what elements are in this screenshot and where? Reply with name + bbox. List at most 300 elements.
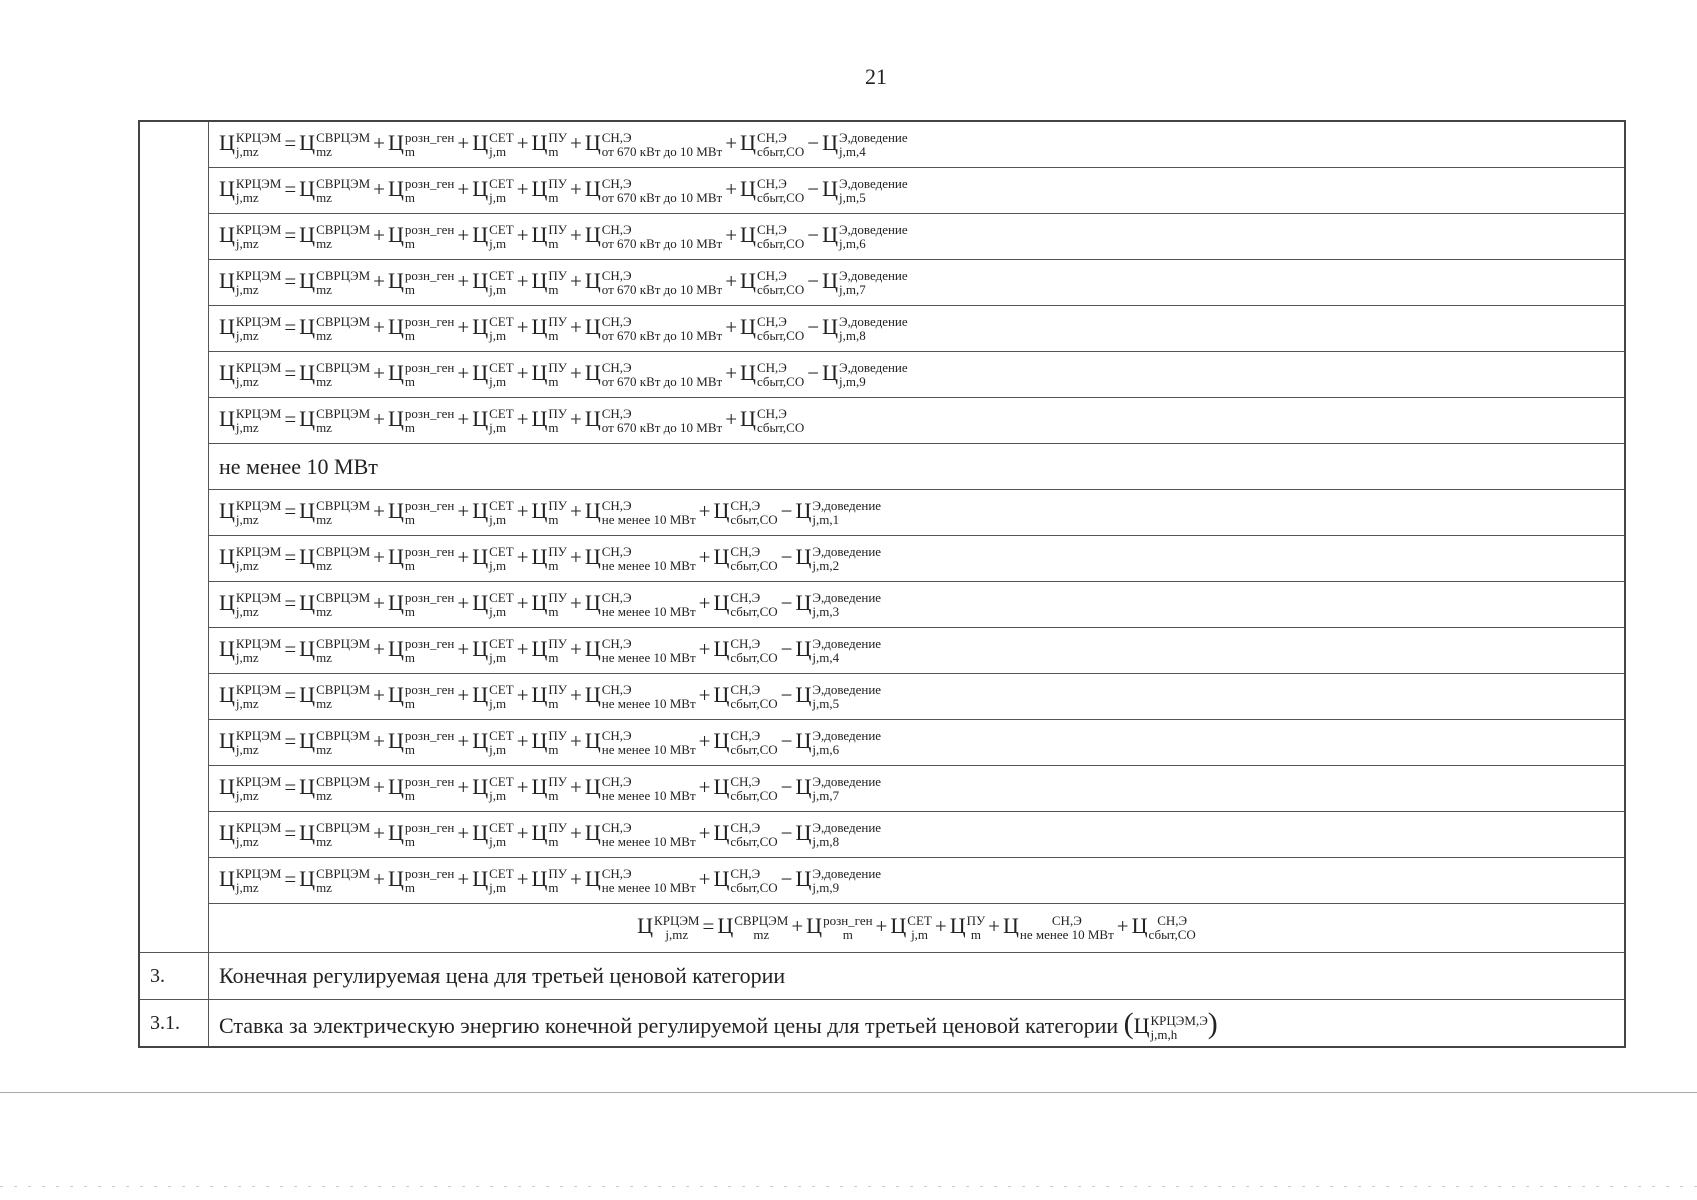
- price-krcem-term: Ц КРЦЭМ j,mz: [219, 865, 282, 895]
- operator: +: [373, 590, 386, 615]
- operator: +: [373, 728, 386, 753]
- operator: =: [284, 636, 297, 661]
- operator: +: [570, 268, 582, 293]
- operator: −: [807, 176, 820, 201]
- price-sbyt-term: Ц СН,Э сбыт,СО: [740, 405, 805, 435]
- price-sn-term: Ц СН,Э от 670 кВт до 10 МВт: [584, 129, 723, 159]
- operator: +: [457, 314, 470, 339]
- operator: −: [807, 268, 820, 293]
- price-sbyt-term: Ц СН,Э сбыт,СО: [713, 727, 778, 757]
- operator: +: [457, 728, 470, 753]
- operator: +: [457, 820, 470, 845]
- formula: [219, 773, 882, 803]
- price-sbyt-term: Ц СН,Э сбыт,СО: [713, 543, 778, 573]
- operator: +: [570, 728, 582, 753]
- formula-row: [139, 812, 1625, 858]
- page-number: 21: [865, 64, 887, 89]
- price-svrcem-term: Ц СВРЦЭМ mz: [299, 635, 371, 665]
- price-set-term: Ц СЕТ j,m: [472, 175, 514, 205]
- operator: =: [284, 682, 297, 707]
- formula-row: [139, 674, 1625, 720]
- formula-row: [139, 306, 1625, 352]
- operator: −: [780, 774, 793, 799]
- operator: =: [284, 590, 297, 615]
- operator: =: [284, 130, 297, 155]
- operator: +: [457, 774, 470, 799]
- operator: +: [570, 498, 582, 523]
- price-set-term: Ц СЕТ j,m: [472, 773, 514, 803]
- price-set-term: Ц СЕТ j,m: [472, 681, 514, 711]
- price-rozn-gen-term: Ц розн_ген m: [388, 727, 455, 757]
- formula-cell: [209, 674, 1626, 720]
- formula-cell: [209, 628, 1626, 674]
- price-pu-term: Ц ПУ m: [531, 359, 568, 389]
- operator: −: [807, 222, 820, 247]
- operator: +: [698, 636, 711, 661]
- price-krcem-term: Ц КРЦЭМ j,mz: [219, 497, 282, 527]
- operator: +: [516, 222, 529, 247]
- price-sn-term: Ц СН,Э не менее 10 МВт: [1003, 913, 1114, 942]
- price-svrcem-term: Ц СВРЦЭМ mz: [299, 221, 371, 251]
- price-svrcem-term: Ц СВРЦЭМ mz: [717, 913, 789, 942]
- price-pu-term: Ц ПУ m: [531, 221, 568, 251]
- price-set-term: Ц СЕТ j,m: [472, 129, 514, 159]
- operator: +: [516, 406, 529, 431]
- formula-cell: [209, 812, 1626, 858]
- operator: +: [373, 314, 386, 339]
- price-svrcem-term: Ц СВРЦЭМ mz: [299, 267, 371, 297]
- formula-cell: [209, 121, 1626, 168]
- price-sn-term: Ц СН,Э не менее 10 МВт: [584, 543, 696, 573]
- operator: −: [780, 866, 793, 891]
- item-text: Ставка за электрическую энергию конечной регулируемой цены для третьей ценовой категории (Ц КРЦЭМ,Э j,m,h ): [219, 1007, 1218, 1042]
- price-sbyt-term: Ц СН,Э сбыт,СО: [740, 267, 805, 297]
- operator: +: [457, 544, 470, 569]
- formula-row: [139, 352, 1625, 398]
- price-rozn-gen-term: Ц розн_ген m: [388, 405, 455, 435]
- table-body: [139, 121, 1625, 1047]
- formula-cell: [209, 904, 1626, 953]
- price-rozn-gen-term: Ц розн_ген m: [388, 267, 455, 297]
- formula: [219, 405, 805, 435]
- formula-row: [139, 214, 1625, 260]
- operator: +: [516, 820, 529, 845]
- operator: +: [516, 544, 529, 569]
- price-dovedenie-term: Ц Э,доведение j,m,4: [822, 129, 908, 159]
- price-sn-term: Ц СН,Э не менее 10 МВт: [584, 497, 696, 527]
- price-pu-term: Ц ПУ m: [531, 267, 568, 297]
- price-rozn-gen-term: Ц розн_ген m: [388, 635, 455, 665]
- operator: −: [807, 130, 820, 155]
- operator: +: [373, 130, 386, 155]
- operator: −: [807, 360, 820, 385]
- operator: =: [284, 728, 297, 753]
- operator: +: [516, 314, 529, 339]
- price-pu-term: Ц ПУ m: [531, 819, 568, 849]
- operator: +: [725, 406, 738, 431]
- operator: +: [698, 728, 711, 753]
- operator: +: [698, 682, 711, 707]
- formula-row: [139, 168, 1625, 214]
- price-rozn-gen-term: Ц розн_ген m: [388, 175, 455, 205]
- operator: −: [780, 728, 793, 753]
- formula-cell: [209, 582, 1626, 628]
- price-rozn-gen-term: Ц розн_ген m: [388, 819, 455, 849]
- price-pu-term: Ц ПУ m: [531, 497, 568, 527]
- price-sn-term: Ц СН,Э от 670 кВт до 10 МВт: [584, 267, 723, 297]
- formula-row: [139, 904, 1625, 953]
- formula: [219, 359, 908, 389]
- operator: +: [457, 130, 470, 155]
- price-krcem-term: Ц КРЦЭМ j,mz: [219, 819, 282, 849]
- operator: +: [698, 590, 711, 615]
- formula: [219, 175, 908, 205]
- price-set-term: Ц СЕТ j,m: [472, 267, 514, 297]
- operator: +: [373, 774, 386, 799]
- operator: =: [284, 268, 297, 293]
- operator: +: [373, 682, 386, 707]
- price-sbyt-term: Ц СН,Э сбыт,СО: [713, 589, 778, 619]
- formula-cell: [209, 766, 1626, 812]
- price-dovedenie-term: Ц Э,доведение j,m,2: [795, 543, 882, 573]
- formula: [219, 221, 908, 251]
- formula-cell: [209, 214, 1626, 260]
- operator: +: [373, 820, 386, 845]
- operator: +: [457, 866, 470, 891]
- operator: +: [457, 222, 470, 247]
- formula: [219, 497, 882, 527]
- price-rozn-gen-term: Ц розн_ген m: [388, 865, 455, 895]
- operator: +: [698, 820, 711, 845]
- price-sbyt-term: Ц СН,Э сбыт,СО: [740, 313, 805, 343]
- tariff-formula-table: [138, 120, 1626, 1048]
- operator: +: [457, 176, 470, 201]
- formula-cell: [209, 858, 1626, 904]
- operator: +: [516, 360, 529, 385]
- operator: +: [725, 222, 738, 247]
- formula-row: [139, 628, 1625, 674]
- operator: +: [698, 866, 711, 891]
- price-rozn-gen-term: Ц розн_ген m: [388, 129, 455, 159]
- price-sn-term: Ц СН,Э не менее 10 МВт: [584, 865, 696, 895]
- operator: =: [284, 222, 297, 247]
- operator: +: [457, 682, 470, 707]
- price-svrcem-term: Ц СВРЦЭМ mz: [299, 405, 371, 435]
- operator: +: [457, 498, 470, 523]
- price-svrcem-term: Ц СВРЦЭМ mz: [299, 773, 371, 803]
- price-sn-term: Ц СН,Э от 670 кВт до 10 МВт: [584, 175, 723, 205]
- price-sn-term: Ц СН,Э от 670 кВт до 10 МВт: [584, 313, 723, 343]
- operator: +: [698, 498, 711, 523]
- price-svrcem-term: Ц СВРЦЭМ mz: [299, 589, 371, 619]
- operator: +: [516, 774, 529, 799]
- formula: [219, 865, 882, 895]
- section-label: не менее 10 МВт: [209, 444, 1626, 490]
- operator: +: [457, 636, 470, 661]
- formula: [219, 267, 908, 297]
- scan-noise-dots: [0, 1186, 1697, 1187]
- formula-row: [139, 858, 1625, 904]
- operator: +: [570, 866, 582, 891]
- price-krcem-term: Ц КРЦЭМ j,mz: [219, 773, 282, 803]
- price-set-term: Ц СЕТ j,m: [472, 865, 514, 895]
- price-sbyt-term: Ц СН,Э сбыт,СО: [740, 221, 805, 251]
- operator: =: [284, 314, 297, 339]
- price-dovedenie-term: Ц Э,доведение j,m,7: [822, 267, 908, 297]
- price-set-term: Ц СЕТ j,m: [472, 359, 514, 389]
- formula-cell: [209, 720, 1626, 766]
- price-set-term: Ц СЕТ j,m: [472, 221, 514, 251]
- operator: +: [516, 498, 529, 523]
- operator: +: [516, 590, 529, 615]
- operator: +: [570, 682, 582, 707]
- formula-cell: [209, 260, 1626, 306]
- price-rozn-gen-term: Ц розн_ген m: [388, 773, 455, 803]
- operator: +: [725, 268, 738, 293]
- operator: =: [284, 360, 297, 385]
- price-sbyt-term: Ц СН,Э сбыт,СО: [740, 175, 805, 205]
- price-svrcem-term: Ц СВРЦЭМ mz: [299, 175, 371, 205]
- operator: +: [516, 728, 529, 753]
- formula-row: [139, 766, 1625, 812]
- price-sbyt-term: Ц СН,Э сбыт,СО: [740, 129, 805, 159]
- item-number-cell: [139, 121, 209, 953]
- formula: [219, 635, 882, 665]
- price-sbyt-term: Ц СН,Э сбыт,СО: [713, 681, 778, 711]
- operator: +: [1116, 914, 1129, 939]
- formula: [219, 681, 882, 711]
- price-set-term: Ц СЕТ j,m: [472, 497, 514, 527]
- formula: [219, 727, 882, 757]
- operator: +: [373, 222, 386, 247]
- price-svrcem-term: Ц СВРЦЭМ mz: [299, 129, 371, 159]
- operator: +: [791, 914, 804, 939]
- section-label-row: [139, 444, 1625, 490]
- formula-row: [139, 490, 1625, 536]
- formula-cell: [209, 352, 1626, 398]
- price-krcem-term: Ц КРЦЭМ j,mz: [219, 635, 282, 665]
- operator: +: [698, 774, 711, 799]
- price-svrcem-term: Ц СВРЦЭМ mz: [299, 865, 371, 895]
- price-dovedenie-term: Ц Э,доведение j,m,1: [795, 497, 882, 527]
- operator: +: [516, 130, 529, 155]
- price-svrcem-term: Ц СВРЦЭМ mz: [299, 359, 371, 389]
- price-krcem-term: Ц КРЦЭМ j,mz: [219, 129, 282, 159]
- price-rozn-gen-term: Ц розн_ген m: [388, 359, 455, 389]
- price-pu-term: Ц ПУ m: [531, 543, 568, 573]
- price-rozn-gen-term: Ц розн_ген m: [388, 313, 455, 343]
- formula-row: [139, 121, 1625, 168]
- price-set-term: Ц СЕТ j,m: [890, 913, 932, 942]
- price-pu-term: Ц ПУ m: [531, 727, 568, 757]
- operator: +: [570, 222, 582, 247]
- price-sbyt-term: Ц СН,Э сбыт,СО: [1131, 913, 1196, 942]
- operator: −: [780, 498, 793, 523]
- price-krcem-term: Ц КРЦЭМ j,mz: [219, 359, 282, 389]
- price-sbyt-term: Ц СН,Э сбыт,СО: [713, 635, 778, 665]
- operator: +: [698, 544, 711, 569]
- price-dovedenie-term: Ц Э,доведение j,m,5: [822, 175, 908, 205]
- formula-cell: [209, 306, 1626, 352]
- price-krcem-term: Ц КРЦЭМ j,mz: [637, 913, 700, 942]
- operator: −: [780, 544, 793, 569]
- formula: [637, 913, 1196, 942]
- price-dovedenie-term: Ц Э,доведение j,m,6: [822, 221, 908, 251]
- formula: [219, 819, 882, 849]
- price-pu-term: Ц ПУ m: [949, 913, 986, 942]
- operator: +: [516, 268, 529, 293]
- item-number: 3.1.: [139, 1000, 209, 1048]
- price-krcem-term: Ц КРЦЭМ j,mz: [219, 589, 282, 619]
- price-set-term: Ц СЕТ j,m: [472, 727, 514, 757]
- operator: +: [570, 774, 582, 799]
- formula-row: [139, 536, 1625, 582]
- formula-cell: [209, 536, 1626, 582]
- price-sn-term: Ц СН,Э не менее 10 МВт: [584, 773, 696, 803]
- operator: =: [284, 406, 297, 431]
- price-pu-term: Ц ПУ m: [531, 773, 568, 803]
- price-svrcem-term: Ц СВРЦЭМ mz: [299, 313, 371, 343]
- operator: +: [570, 590, 582, 615]
- formula-cell: [209, 490, 1626, 536]
- operator: −: [807, 314, 820, 339]
- operator: +: [373, 498, 386, 523]
- operator: +: [373, 866, 386, 891]
- operator: +: [570, 544, 582, 569]
- operator: +: [725, 176, 738, 201]
- price-sn-term: Ц СН,Э от 670 кВт до 10 МВт: [584, 359, 723, 389]
- operator: +: [934, 914, 947, 939]
- operator: =: [702, 914, 715, 939]
- operator: +: [373, 268, 386, 293]
- operator: +: [875, 914, 888, 939]
- operator: =: [284, 498, 297, 523]
- operator: +: [457, 590, 470, 615]
- price-pu-term: Ц ПУ m: [531, 405, 568, 435]
- operator: +: [570, 406, 582, 431]
- operator: +: [516, 866, 529, 891]
- operator: +: [570, 314, 582, 339]
- price-krcem-term: Ц КРЦЭМ j,mz: [219, 727, 282, 757]
- item-number: 3.: [139, 953, 209, 1000]
- operator: +: [725, 360, 738, 385]
- price-set-term: Ц СЕТ j,m: [472, 819, 514, 849]
- price-set-term: Ц СЕТ j,m: [472, 405, 514, 435]
- operator: +: [373, 544, 386, 569]
- price-krcem-term: Ц КРЦЭМ j,mz: [219, 267, 282, 297]
- operator: +: [516, 682, 529, 707]
- formula-row: [139, 582, 1625, 628]
- price-dovedenie-term: Ц Э,доведение j,m,4: [795, 635, 882, 665]
- price-rozn-gen-term: Ц розн_ген m: [806, 913, 873, 942]
- price-sbyt-term: Ц СН,Э сбыт,СО: [713, 773, 778, 803]
- operator: +: [725, 130, 738, 155]
- price-dovedenie-term: Ц Э,доведение j,m,3: [795, 589, 882, 619]
- price-sbyt-term: Ц СН,Э сбыт,СО: [713, 865, 778, 895]
- operator: +: [457, 406, 470, 431]
- operator: +: [457, 360, 470, 385]
- item-3-row: [139, 953, 1625, 1000]
- price-sbyt-term: Ц СН,Э сбыт,СО: [713, 819, 778, 849]
- operator: =: [284, 544, 297, 569]
- formula: [219, 543, 882, 573]
- price-krcem-term: Ц КРЦЭМ j,mz: [219, 313, 282, 343]
- price-dovedenie-term: Ц Э,доведение j,m,7: [795, 773, 882, 803]
- price-rozn-gen-term: Ц розн_ген m: [388, 543, 455, 573]
- operator: −: [780, 820, 793, 845]
- price-svrcem-term: Ц СВРЦЭМ mz: [299, 681, 371, 711]
- operator: −: [780, 682, 793, 707]
- price-svrcem-term: Ц СВРЦЭМ mz: [299, 727, 371, 757]
- operator: +: [373, 360, 386, 385]
- price-krcem-term: Ц КРЦЭМ j,mz: [219, 681, 282, 711]
- price-rozn-gen-term: Ц розн_ген m: [388, 681, 455, 711]
- operator: +: [373, 406, 386, 431]
- price-pu-term: Ц ПУ m: [531, 681, 568, 711]
- price-dovedenie-term: Ц Э,доведение j,m,6: [795, 727, 882, 757]
- operator: =: [284, 774, 297, 799]
- operator: =: [284, 820, 297, 845]
- price-set-term: Ц СЕТ j,m: [472, 313, 514, 343]
- formula-row: [139, 720, 1625, 766]
- price-sn-term: Ц СН,Э не менее 10 МВт: [584, 727, 696, 757]
- price-krcem-term: Ц КРЦЭМ j,mz: [219, 175, 282, 205]
- operator: +: [570, 176, 582, 201]
- price-dovedenie-term: Ц Э,доведение j,m,9: [795, 865, 882, 895]
- price-sn-term: Ц СН,Э не менее 10 МВт: [584, 681, 696, 711]
- price-dovedenie-term: Ц Э,доведение j,m,8: [822, 313, 908, 343]
- operator: +: [570, 636, 582, 661]
- price-dovedenie-term: Ц Э,доведение j,m,5: [795, 681, 882, 711]
- item-3-1-row: [139, 1000, 1625, 1048]
- price-sn-term: Ц СН,Э не менее 10 МВт: [584, 589, 696, 619]
- operator: +: [570, 360, 582, 385]
- price-dovedenie-term: Ц Э,доведение j,m,8: [795, 819, 882, 849]
- formula-cell: [209, 398, 1626, 444]
- formula: [219, 589, 882, 619]
- price-krcem-term: Ц КРЦЭМ j,mz: [219, 543, 282, 573]
- formula: [219, 313, 908, 343]
- operator: +: [373, 176, 386, 201]
- price-dovedenie-term: Ц Э,доведение j,m,9: [822, 359, 908, 389]
- operator: =: [284, 866, 297, 891]
- operator: +: [457, 268, 470, 293]
- price-sn-term: Ц СН,Э не менее 10 МВт: [584, 819, 696, 849]
- price-rozn-gen-term: Ц розн_ген m: [388, 589, 455, 619]
- price-svrcem-term: Ц СВРЦЭМ mz: [299, 497, 371, 527]
- operator: +: [373, 636, 386, 661]
- price-pu-term: Ц ПУ m: [531, 175, 568, 205]
- formula-row: [139, 398, 1625, 444]
- price-set-term: Ц СЕТ j,m: [472, 635, 514, 665]
- price-krcem-term: Ц КРЦЭМ j,mz: [219, 405, 282, 435]
- price-krcem-e-term: Ц КРЦЭМ,Э j,m,h: [1133, 1013, 1208, 1042]
- operator: +: [725, 314, 738, 339]
- price-sbyt-term: Ц СН,Э сбыт,СО: [713, 497, 778, 527]
- price-rozn-gen-term: Ц розн_ген m: [388, 497, 455, 527]
- price-svrcem-term: Ц СВРЦЭМ mz: [299, 543, 371, 573]
- operator: −: [780, 590, 793, 615]
- price-svrcem-term: Ц СВРЦЭМ mz: [299, 819, 371, 849]
- formula-row: [139, 260, 1625, 306]
- price-sn-term: Ц СН,Э от 670 кВт до 10 МВт: [584, 405, 723, 435]
- price-sbyt-term: Ц СН,Э сбыт,СО: [740, 359, 805, 389]
- price-pu-term: Ц ПУ m: [531, 635, 568, 665]
- item-text: Конечная регулируемая цена для третьей ценовой категории: [209, 953, 1626, 1000]
- price-krcem-term: Ц КРЦЭМ j,mz: [219, 221, 282, 251]
- operator: =: [284, 176, 297, 201]
- operator: +: [570, 820, 582, 845]
